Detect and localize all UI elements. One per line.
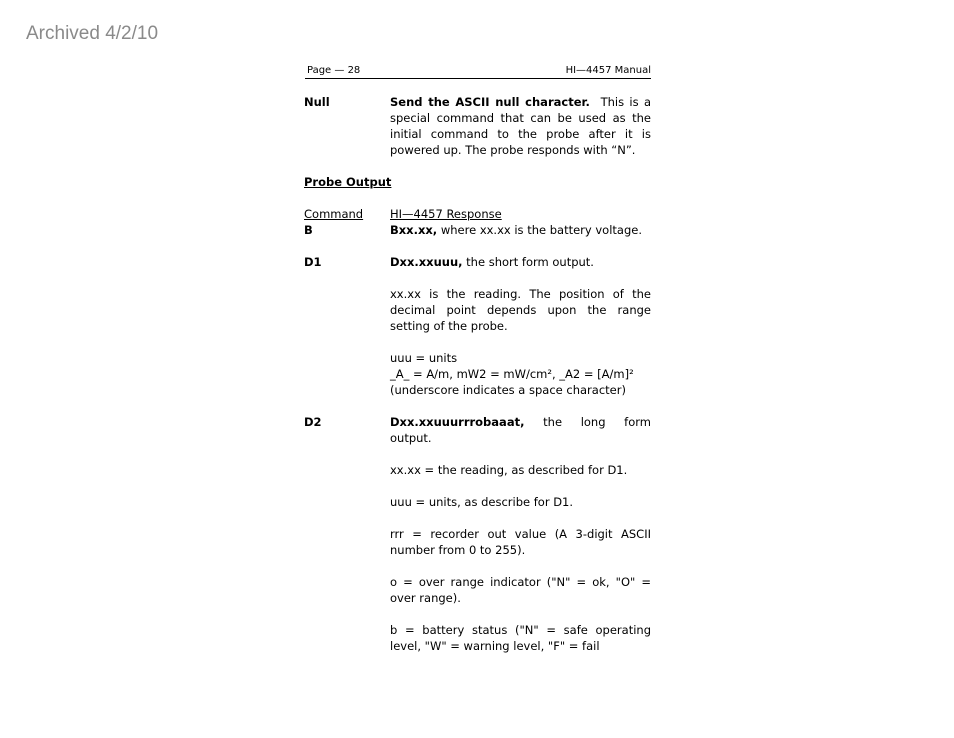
d1-entry [304, 254, 651, 398]
manual-title: HI—4457 Manual [565, 65, 651, 76]
d1-term: D1 [304, 255, 322, 269]
d1-reading-paragraph: xx.xx is the reading. The position of the decimal point depends upon the range setting of the probe. [390, 287, 651, 333]
command-column-header: Command [304, 207, 364, 221]
d1-text: the short form output. [466, 255, 594, 269]
d2-recorder-paragraph: rrr = recorder out value (A 3-digit ASCII number from 0 to 255). [390, 527, 651, 557]
d1-bold-text: Dxx.xxuuu, [390, 255, 463, 269]
d2-overrange-paragraph: o = over range indicator ("N" = ok, "O" = over range). [390, 575, 651, 605]
null-bold-text: Send the ASCII null character. [390, 95, 590, 109]
b-text: where xx.xx is the battery voltage. [440, 223, 642, 237]
probe-output-heading: Probe Output [304, 175, 392, 189]
d2-description [390, 414, 651, 654]
d2-text: the long form output. [390, 415, 651, 445]
d2-units-paragraph: uuu = units, as describe for D1. [390, 495, 574, 509]
d2-entry [304, 414, 651, 654]
d1-description [390, 254, 651, 398]
null-description [390, 94, 651, 158]
page-header [305, 64, 651, 79]
page-content [304, 94, 651, 654]
d1-units-definition: _A_ = A/m, mW2 = mW/cm², _A2 = [A/m]² [390, 367, 634, 381]
b-entry [304, 222, 651, 238]
b-description [390, 222, 651, 238]
page-number: Page — 28 [307, 65, 361, 76]
d2-reading-paragraph: xx.xx = the reading, as described for D1. [390, 463, 628, 477]
d2-bold-text: Dxx.xxuuurrrobaaat, [390, 415, 525, 429]
d1-units-line: uuu = units [390, 351, 458, 365]
d2-battery-paragraph: b = battery status ("N" = safe operating level, "W" = warning level, "F" = fail [390, 623, 651, 653]
null-entry [304, 94, 651, 158]
b-term: B [304, 223, 313, 237]
null-text: This is a special command that can be used as the initial command to the probe after it is powered up. The probe responds with “N”. [390, 95, 651, 157]
d2-term: D2 [304, 415, 322, 429]
response-column-header: HI—4457 Response [390, 207, 502, 221]
b-bold-text: Bxx.xx, [390, 223, 438, 237]
null-term: Null [304, 95, 330, 109]
column-headers [304, 206, 651, 222]
d1-underscore-note: (underscore indicates a space character) [390, 383, 626, 397]
archived-watermark: Archived 4/2/10 [26, 23, 159, 44]
